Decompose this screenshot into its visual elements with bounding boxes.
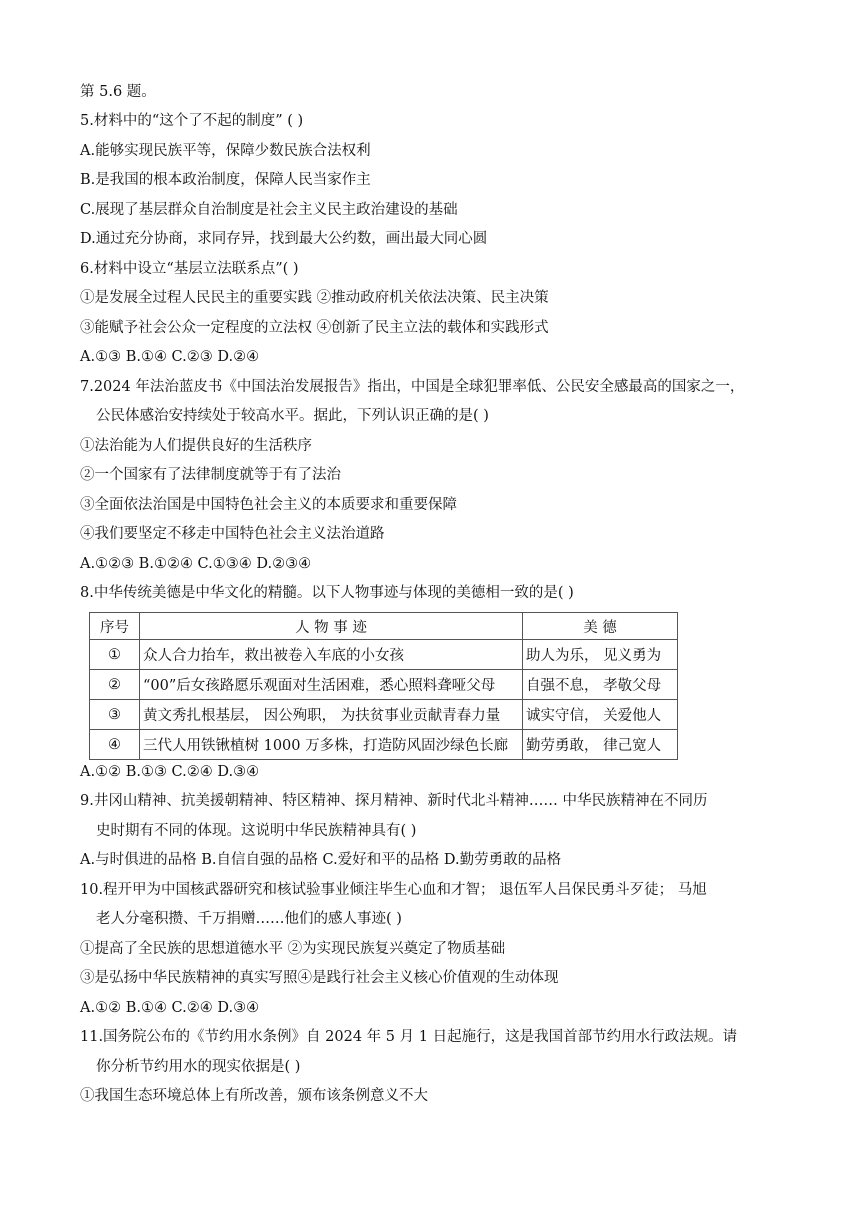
question-6-statements-2: ③能赋予社会公众一定程度的立法权 ④创新了民主立法的载体和实践形式 [80,320,549,336]
question-11-statement-1: ①我国生态环境总体上有所改善，颁布该条例意义不大 [80,1088,428,1104]
question-7-statement-2: ②一个国家有了法律制度就等于有了法治 [80,467,341,483]
table-header-cell: 人 物 事 迹 [140,613,523,640]
question-10-statements-2: ③是弘扬中华民族精神的真实写照④是践行社会主义核心价值观的生动体现 [80,970,559,986]
table-cell: ① [90,640,140,670]
question-9-options: A.与时俱进的品格 B.自信自强的品格 C.爱好和平的品格 D.勤劳勇敢的品格 [80,852,562,868]
question-7-options: A.①②③ B.①②④ C.①③④ D.②③④ [80,556,312,572]
question-9-stem: 9.井冈山精神、抗美援朝精神、特区精神、探月精神、新时代北斗精神…… 中华民族精神在不同历 [80,793,708,809]
question-5-option-b: B.是我国的根本政治制度，保障人民当家作主 [80,172,371,188]
question-10-statements-1: ①提高了全民族的思想道德水平 ②为实现民族复兴奠定了物质基础 [80,941,506,957]
question-8-options: A.①② B.①③ C.②④ D.③④ [80,764,260,780]
table-row [90,670,678,700]
question-5-option-c: C.展现了基层群众自治制度是社会主义民主政治建设的基础 [80,202,458,218]
table-header-cell: 序号 [90,613,140,640]
question-5-stem: 5.材料中的“这个了不起的制度” ( ) [80,113,304,129]
question-7-statement-4: ④我们要坚定不移走中国特色社会主义法治道路 [80,526,385,542]
question-11-stem-cont: 你分析节约用水的现实依据是( ) [96,1059,301,1075]
table-header-cell: 美 德 [523,613,678,640]
table-row [90,640,678,670]
question-6-statements-1: ①是发展全过程人民民主的重要实践 ②推动政府机关依法决策、民主决策 [80,290,549,306]
question-8-stem: 8.中华传统美德是中华文化的精髓。以下人物事迹与体现的美德相一致的是( ) [80,585,574,601]
table-cell: 黄文秀扎根基层， 因公殉职， 为扶贫事业贡献青春力量 [140,700,523,730]
table-cell: ③ [90,700,140,730]
table-cell: “00”后女孩路愿乐观面对生活困难，悉心照料聋哑父母 [140,670,523,700]
table-cell: ② [90,670,140,700]
question-6-stem: 6.材料中设立“基层立法联系点”( ) [80,261,299,277]
question-7-stem-cont: 公民体感治安持续处于较高水平。据此，下列认识正确的是( ) [96,408,489,424]
table-cell: 助人为乐， 见义勇为 [523,640,678,670]
question-5-option-a: A.能够实现民族平等，保障少数民族合法权利 [80,143,371,159]
table-row [90,730,678,760]
question-11-stem: 11.国务院公布的《节约用水条例》自 2024 年 5 月 1 日起施行，这是我国首部节约用水行政法规。请 [80,1029,738,1045]
question-10-options: A.①② B.①④ C.②④ D.③④ [80,1000,260,1016]
question-10-stem-cont: 老人分毫积攒、千万捐赠……他们的感人事迹( ) [96,911,402,927]
question-7-statement-3: ③全面依法治国是中国特色社会主义的本质要求和重要保障 [80,497,457,513]
virtue-table [89,612,678,760]
question-5-option-d: D.通过充分协商，求同存异，找到最大公约数，画出最大同心圆 [80,231,488,247]
table-cell: 勤劳勇敢， 律己宽人 [523,730,678,760]
table-cell: 三代人用铁锹植树 1000 万多株，打造防风固沙绿色长廊 [140,730,523,760]
table-header-row [90,613,678,640]
table-cell: 诚实守信， 关爱他人 [523,700,678,730]
intro-line: 第 5.6 题。 [80,84,156,100]
question-7-statement-1: ①法治能为人们提供良好的生活秩序 [80,438,312,454]
question-7-stem: 7.2024 年法治蓝皮书《中国法治发展报告》指出，中国是全球犯罪率低、公民安全感最高的国家之一， [80,379,745,395]
question-6-options: A.①③ B.①④ C.②③ D.②④ [80,349,260,365]
table-cell: 众人合力抬车，救出被卷入车底的小女孩 [140,640,523,670]
table-cell: ④ [90,730,140,760]
table-row [90,700,678,730]
question-9-stem-cont: 史时期有不同的体现。这说明中华民族精神具有( ) [96,823,417,839]
question-10-stem: 10.程开甲为中国核武器研究和核试验事业倾注毕生心血和才智； 退伍军人吕保民勇斗歹徒； 马旭 [80,882,707,898]
table-cell: 自强不息， 孝敬父母 [523,670,678,700]
